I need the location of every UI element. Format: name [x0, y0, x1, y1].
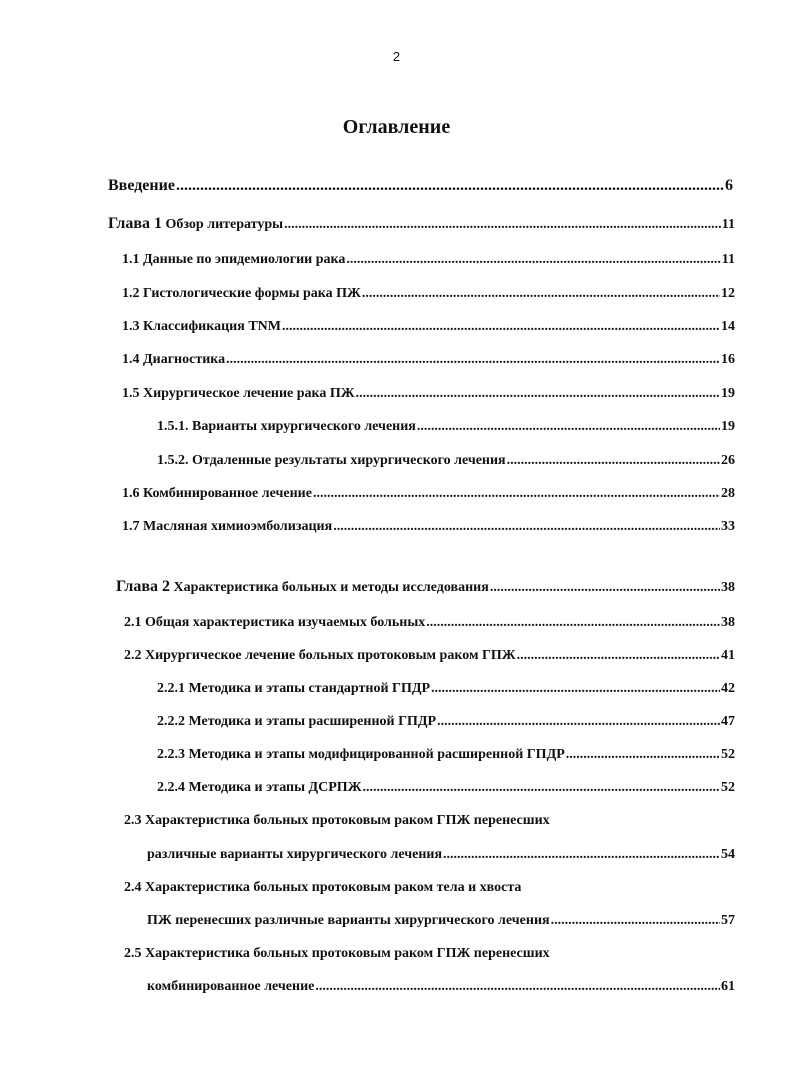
toc-entry-2-2[interactable]: [124, 647, 735, 665]
toc-page-number: 41: [721, 648, 735, 663]
dot-leader: [426, 614, 720, 632]
toc-entry-2-5-line-1[interactable]: 2.5 Характеристика больных протоковым раком ГПЖ перенесших: [124, 946, 550, 961]
toc-entry-1-5[interactable]: [122, 385, 735, 403]
toc-entry-label: различные варианты хирургического лечения: [147, 847, 443, 862]
toc-page-number: 47: [721, 714, 735, 729]
toc-entry-label: 2.1 Общая характеристика изучаемых больных: [124, 615, 426, 630]
toc-entry-1-4[interactable]: [122, 351, 735, 369]
toc-entry-1-6[interactable]: [122, 485, 735, 503]
toc-entry-2-3-line-1[interactable]: 2.3 Характеристика больных протоковым раком ГПЖ перенесших: [124, 813, 550, 828]
toc-entry-1-5-1[interactable]: [157, 418, 735, 436]
toc-page-number: 61: [721, 979, 735, 994]
toc-entry-label: 1.6 Комбинированное лечение: [122, 486, 312, 501]
toc-entry-2-1[interactable]: [124, 614, 735, 632]
toc-page-number: 26: [721, 453, 735, 468]
toc-page-number: 6: [725, 177, 733, 194]
toc-entry-2-4-line-2[interactable]: [147, 912, 735, 930]
dot-leader: [417, 418, 720, 436]
toc-entry-2-4-line-1[interactable]: 2.4 Характеристика больных протоковым раком тела и хвоста: [124, 880, 522, 895]
dot-leader: [284, 216, 721, 234]
toc-page-number: 57: [721, 913, 735, 928]
toc-entry-label: Введение: [108, 177, 175, 194]
toc-page-number: 42: [721, 681, 735, 696]
dot-leader: [431, 680, 720, 698]
dot-leader: [437, 713, 720, 731]
toc-entry-label: 1.7 Масляная химиоэмболизация: [122, 519, 333, 534]
toc-page-number: 19: [721, 386, 735, 401]
toc-entry-chapter-2[interactable]: [116, 578, 735, 597]
dot-leader: [551, 912, 720, 930]
toc-entry-label: 2.2.4 Методика и этапы ДСРПЖ: [157, 780, 362, 795]
toc-entry-1-3[interactable]: [122, 318, 735, 336]
toc-entry-label: ПЖ перенесших различные варианты хирургического лечения: [147, 913, 550, 928]
toc-entry-label: 2.2.2 Методика и этапы расширенной ГПДР: [157, 714, 437, 729]
dot-leader: [362, 285, 720, 303]
toc-entry-label: Обзор литературы: [162, 217, 284, 232]
dot-leader: [226, 351, 720, 369]
toc-entry-1-7[interactable]: [122, 518, 735, 536]
toc-entry-2-5-line-2[interactable]: [147, 978, 735, 996]
toc-entry-2-2-1[interactable]: [157, 680, 735, 698]
toc-entry-label: 1.5.2. Отдаленные результаты хирургического лечения: [157, 453, 506, 468]
dot-leader: [346, 251, 720, 269]
page-title: Оглавление: [342, 116, 451, 138]
dot-leader: [507, 452, 720, 470]
dot-leader: [517, 647, 720, 665]
dot-leader: [313, 485, 720, 503]
toc-entry-1-5-2[interactable]: [157, 452, 735, 470]
toc-entry-2-2-3[interactable]: [157, 746, 735, 764]
toc-page-number: 52: [721, 747, 735, 762]
toc-entry-2-3-line-2[interactable]: [147, 846, 735, 864]
dot-leader: [490, 579, 720, 597]
toc-page-number: 14: [721, 319, 735, 334]
toc-entry-intro[interactable]: [108, 177, 733, 195]
dot-leader: [356, 385, 720, 403]
dot-leader: [315, 978, 720, 996]
toc-page-number: 38: [721, 580, 735, 595]
toc-page-number: 28: [721, 486, 735, 501]
toc-entry-label: комбинированное лечение: [147, 979, 315, 994]
dot-leader: [333, 518, 720, 536]
dot-leader: [566, 746, 720, 764]
toc-page-number: 16: [721, 352, 735, 367]
toc-page-number: 11: [721, 252, 735, 267]
toc-entry-1-2[interactable]: [122, 285, 735, 303]
toc-entry-1-1[interactable]: [122, 251, 735, 269]
dot-leader: [282, 318, 720, 336]
toc-page-number: 12: [721, 286, 735, 301]
toc-entry-label: 1.5 Хирургическое лечение рака ПЖ: [122, 386, 355, 401]
toc-page-number: 19: [721, 419, 735, 434]
toc-entry-label: 2.2.3 Методика и этапы модифицированной расширенной ГПДР: [157, 747, 565, 762]
toc-entry-chapter-1[interactable]: [108, 215, 735, 234]
toc-entry-label: 1.2 Гистологические формы рака ПЖ: [122, 286, 361, 301]
chapter-prefix: Глава 2: [116, 578, 170, 595]
toc-entry-2-2-4[interactable]: [157, 779, 735, 797]
toc-page-number: 52: [721, 780, 735, 795]
toc-entry-label: 1.3 Классификация TNM: [122, 319, 281, 334]
dot-leader: [443, 846, 720, 864]
dot-leader: [363, 779, 720, 797]
toc-page-number: 11: [721, 217, 735, 232]
toc-page-number: 33: [721, 519, 735, 534]
toc-entry-label: 1.1 Данные по эпидемиологии рака: [122, 252, 346, 267]
toc-page-number: 38: [721, 615, 735, 630]
toc-entry-2-2-2[interactable]: [157, 713, 735, 731]
toc-entry-label: 1.5.1. Варианты хирургического лечения: [157, 419, 416, 434]
toc-entry-label: 1.4 Диагностика: [122, 352, 226, 367]
toc-entry-label: Характеристика больных и методы исследования: [170, 580, 489, 595]
toc-entry-label: 2.2.1 Методика и этапы стандартной ГПДР: [157, 681, 431, 696]
chapter-prefix: Глава 1: [108, 215, 162, 232]
toc-page-number: 54: [721, 847, 735, 862]
dot-leader: [176, 177, 724, 195]
page-number: 2: [392, 49, 401, 64]
toc-entry-label: 2.2 Хирургическое лечение больных протоковым раком ГПЖ: [124, 648, 516, 663]
